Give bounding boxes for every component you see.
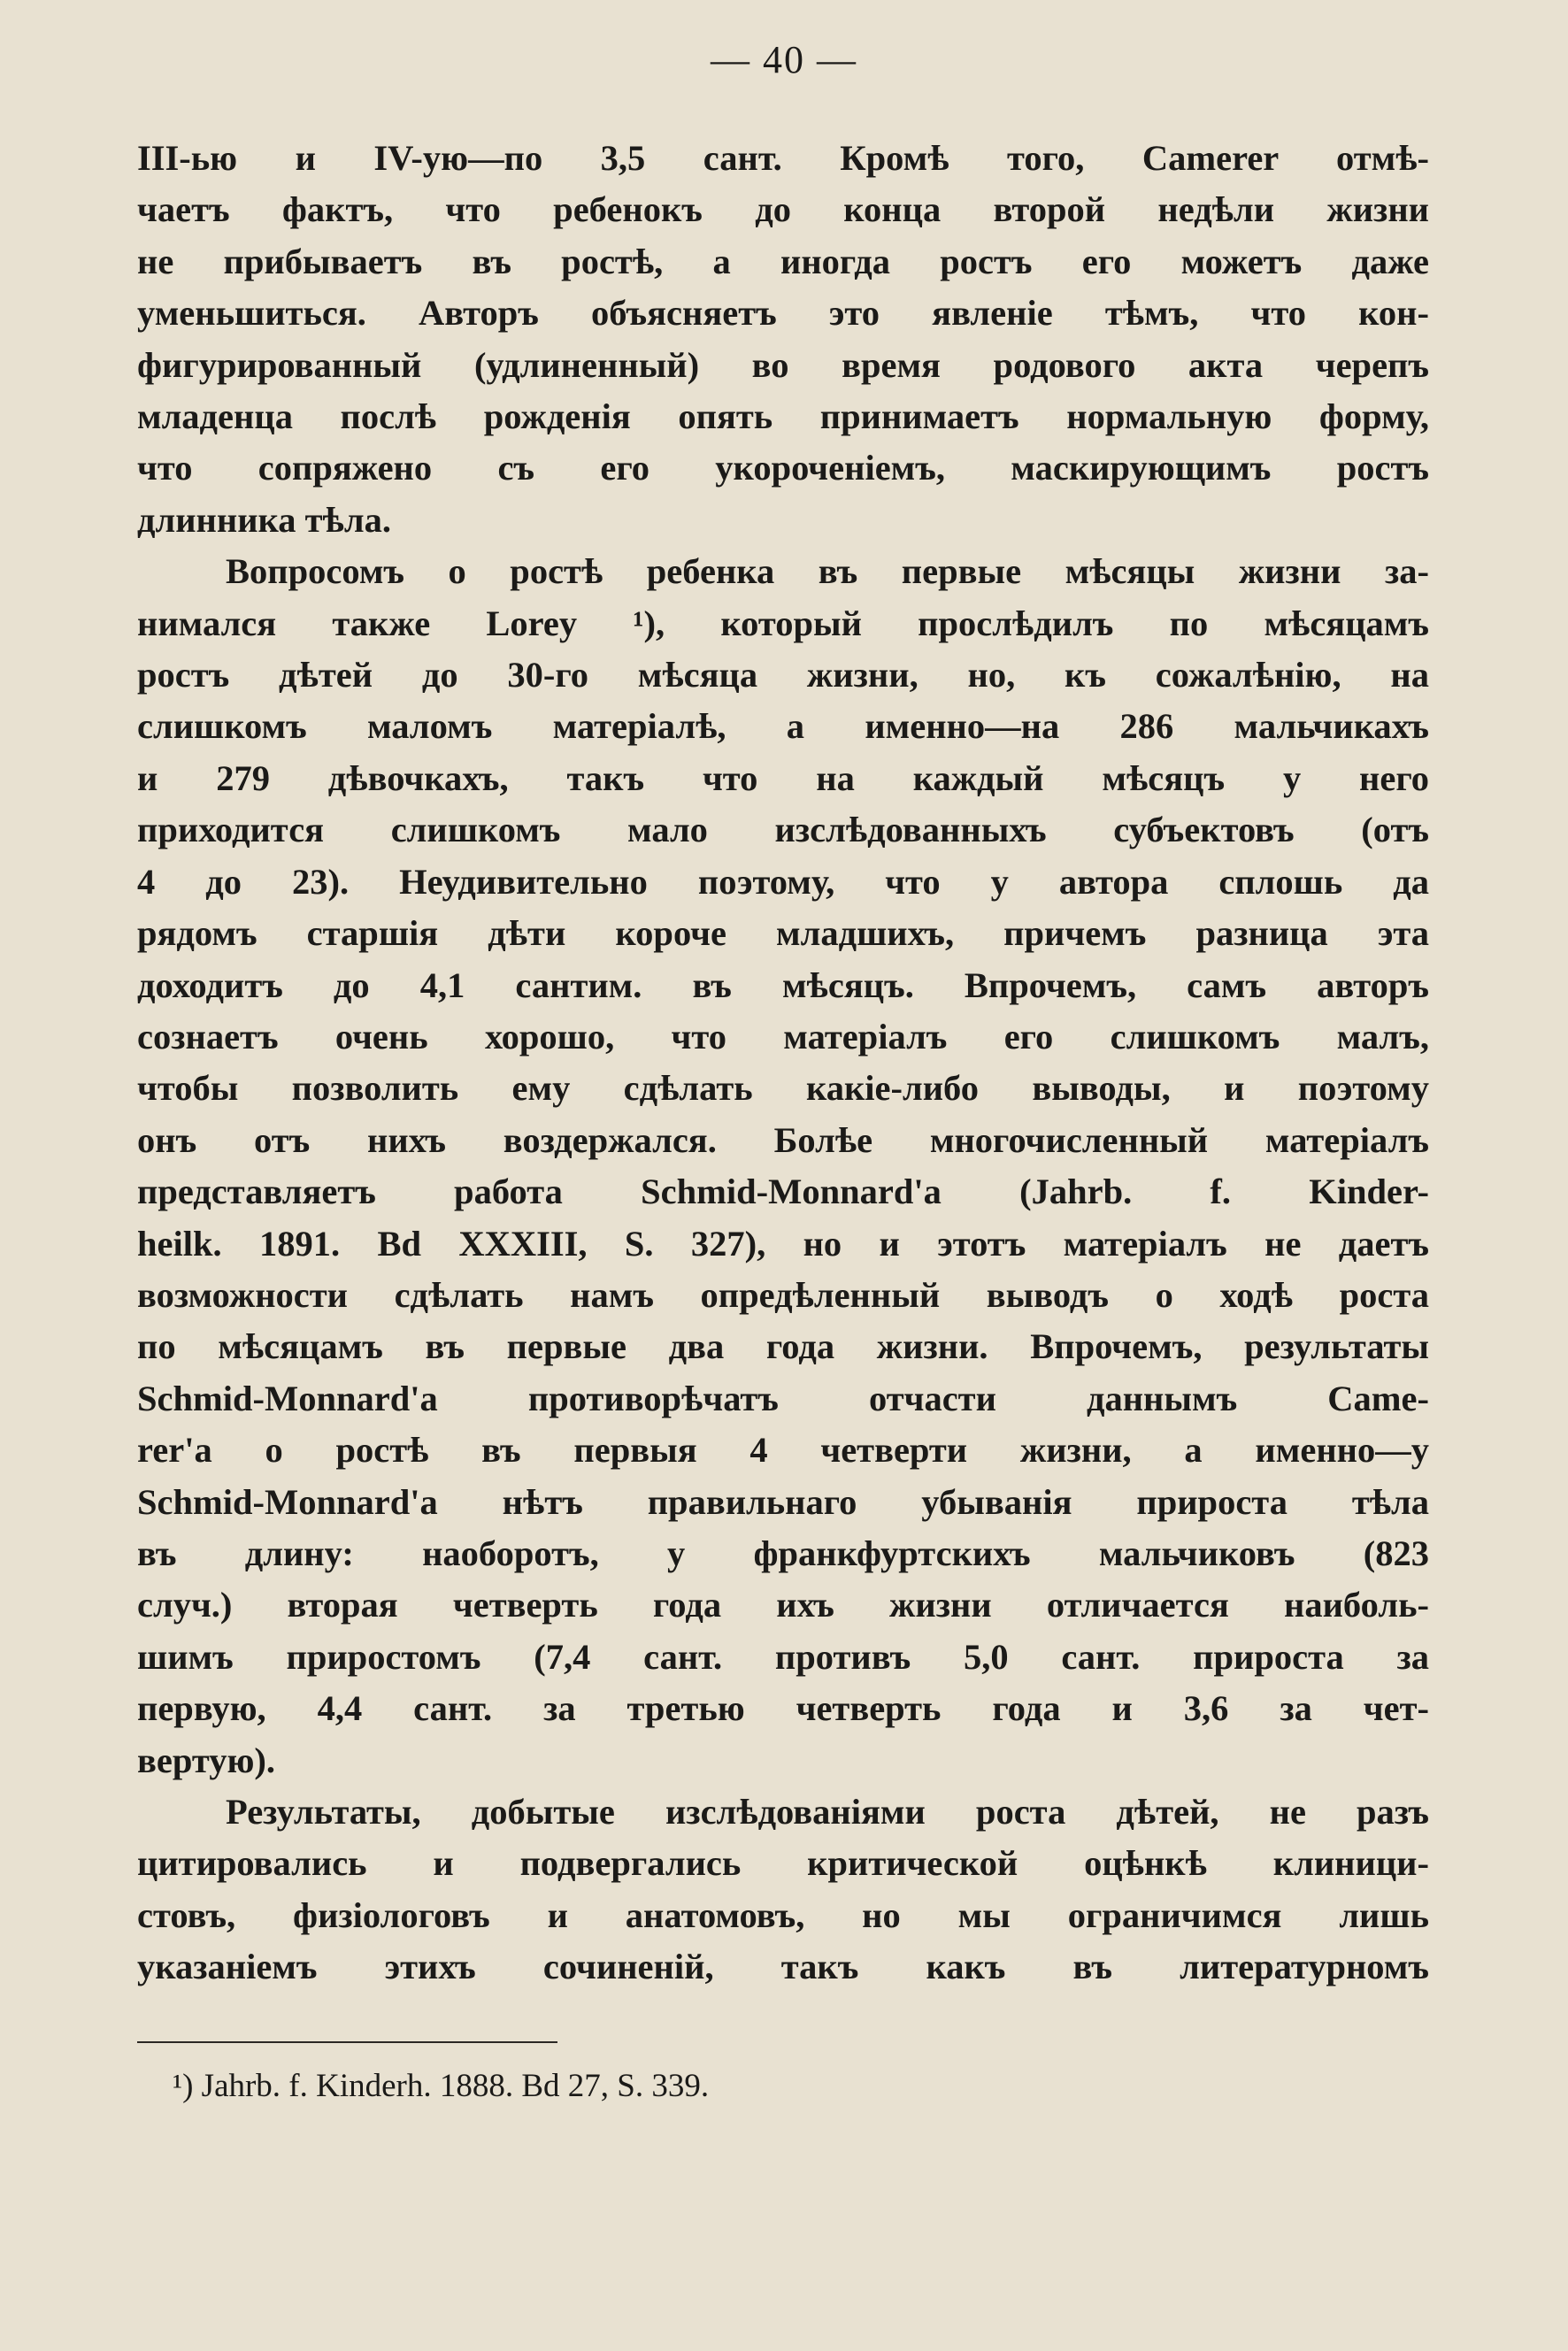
text-line: Вопросомъ о ростѣ ребенка въ первые мѣсяцы жизни за-	[226, 551, 1429, 592]
text-line: Schmid-Monnard'a противорѣчатъ отчасти даннымъ Came-	[137, 1378, 1429, 1418]
paragraph-1	[137, 133, 1429, 546]
text-line: rer'a о ростѣ въ первыя 4 четверти жизни, а именно—у	[137, 1430, 1429, 1471]
text-line: сознаетъ очень хорошо, что матеріалъ его слишкомъ малъ,	[137, 1016, 1429, 1056]
text-line: въ длину: наоборотъ, у франкфуртскихъ мальчиковъ (823	[137, 1533, 1429, 1573]
text-line: доходитъ до 4,1 сантим. въ мѣсяцъ. Впрочемъ, самъ авторъ	[137, 964, 1429, 1005]
text-line: шимъ приростомъ (7,4 сант. противъ 5,0 сант. прироста за	[137, 1636, 1429, 1677]
text-line: первую, 4,4 сант. за третью четверть года и 3,6 за чет-	[137, 1688, 1429, 1729]
text-line: длинника тѣла.	[137, 499, 391, 540]
text-line: III-ью и IV-ую—по 3,5 сант. Кромѣ того, Camerer отмѣ-	[137, 138, 1429, 178]
text-line: младенца послѣ рожденія опять принимаетъ нормальную форму,	[137, 396, 1429, 437]
footnote-separator	[137, 2041, 557, 2043]
text-line: и 279 дѣвочкахъ, такъ что на каждый мѣсяцъ у него	[137, 757, 1429, 798]
body-text	[137, 133, 1429, 1994]
text-line: приходится слишкомъ мало изслѣдованныхъ субъектовъ (отъ	[137, 810, 1429, 850]
text-line: не прибываетъ въ ростѣ, а иногда ростъ его можетъ даже	[137, 241, 1429, 281]
text-line: вертую).	[137, 1740, 276, 1780]
text-line: чтобы позволить ему сдѣлать какіе-либо выводы, и поэтому	[137, 1068, 1429, 1109]
text-line: указаніемъ этихъ сочиненій, такъ какъ въ литературномъ	[137, 1947, 1429, 1987]
text-line: Результаты, добытые изслѣдованіями роста дѣтей, не разъ	[226, 1792, 1429, 1832]
text-line: фигурированный (удлиненный) во время родового акта черепъ	[137, 344, 1429, 385]
paragraph-2	[137, 546, 1429, 1786]
text-line: 4 до 23). Неудивительно поэтому, что у автора сплошь да	[137, 861, 1429, 902]
text-line: уменьшиться. Авторъ объясняетъ это явленіе тѣмъ, что кон-	[137, 293, 1429, 334]
text-line: случ.) вторая четверть года ихъ жизни отличается наиболь-	[137, 1585, 1429, 1625]
text-line: чаетъ фактъ, что ребенокъ до конца второй недѣли жизни	[137, 189, 1429, 230]
page-number: — 40 —	[711, 38, 857, 81]
footnote: ¹) Jahrb. f. Kinderh. 1888. Bd 27, S. 339.	[173, 2068, 710, 2104]
text-line: нимался также Lorey ¹), который прослѣдилъ по мѣсяцамъ	[137, 603, 1429, 643]
text-line: цитировались и подвергались критической оцѣнкѣ клиници-	[137, 1843, 1429, 1884]
text-line: ростъ дѣтей до 30-го мѣсяца жизни, но, къ сожалѣнію, на	[137, 655, 1429, 695]
text-line: рядомъ старшія дѣти короче младшихъ, причемъ разница эта	[137, 913, 1429, 954]
text-line: онъ отъ нихъ воздержался. Болѣе многочисленный матеріалъ	[137, 1119, 1429, 1160]
text-line: Schmid-Monnard'a нѣтъ правильнаго убыванія прироста тѣла	[137, 1481, 1429, 1522]
text-line: слишкомъ маломъ матеріалѣ, а именно—на 286 мальчикахъ	[137, 706, 1429, 747]
text-line: по мѣсяцамъ въ первые два года жизни. Впрочемъ, результаты	[137, 1326, 1429, 1367]
paragraph-3	[137, 1786, 1429, 1994]
text-line: heilk. 1891. Bd XXXIII, S. 327), но и этотъ матеріалъ не даетъ	[137, 1223, 1429, 1264]
text-line: стовъ, физіологовъ и анатомовъ, но мы ограничимся лишь	[137, 1894, 1429, 1935]
text-line: что сопряжено съ его укороченіемъ, маскирующимъ ростъ	[137, 448, 1429, 488]
text-line: представляетъ работа Schmid-Monnard'a (Jahrb. f. Kinder-	[137, 1172, 1429, 1212]
text-line: возможности сдѣлать намъ опредѣленный выводъ о ходѣ роста	[137, 1274, 1429, 1315]
